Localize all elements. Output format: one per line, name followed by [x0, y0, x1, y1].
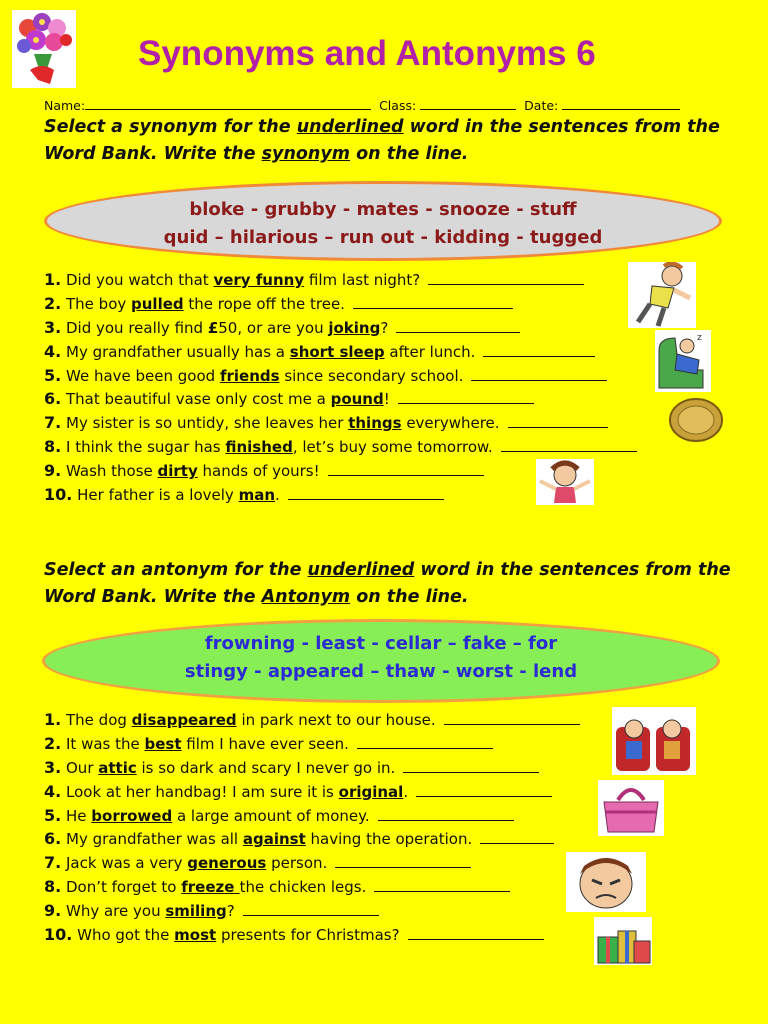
answer-line[interactable]	[501, 436, 637, 452]
word-bank-line: quid – hilarious – run out - kidding - tugged	[163, 227, 603, 248]
underlined-word: man	[238, 486, 276, 505]
answer-line[interactable]	[288, 484, 444, 500]
question-text: Did you watch that	[66, 271, 214, 289]
question-number: 9.	[44, 901, 62, 921]
answer-line[interactable]	[243, 900, 379, 916]
question-text: Don’t forget to	[66, 878, 182, 897]
question-row	[44, 340, 637, 364]
question-number: 5.	[44, 805, 62, 825]
word-bank-line: frowning - least - cellar – fake – for	[204, 633, 558, 654]
underlined-word: generous	[187, 854, 267, 873]
answer-line[interactable]	[398, 388, 534, 404]
answer-line[interactable]	[335, 852, 471, 868]
underlined-word: borrowed	[91, 806, 173, 825]
dirty-girl-icon	[536, 459, 594, 505]
underlined-word: smiling	[165, 902, 227, 921]
question-number: 10.	[44, 485, 73, 505]
question-number: 6.	[44, 829, 62, 849]
question-number: 9.	[44, 461, 62, 481]
question-text: Wash those	[66, 462, 158, 481]
question-number: 7.	[44, 413, 62, 433]
underlined-word: dirty	[157, 462, 198, 481]
question-text: a large amount of money.	[172, 806, 370, 825]
question-row	[44, 387, 637, 411]
question-text: The boy	[66, 294, 132, 313]
pound-sign: £	[207, 318, 219, 337]
question-text: My grandfather was all	[66, 830, 243, 849]
underlined-word: original	[338, 782, 404, 801]
student-info-line	[44, 94, 680, 113]
underlined-word: finished	[225, 438, 293, 457]
question-text: presents for Christmas?	[216, 926, 400, 945]
question-text: Why are you	[66, 902, 166, 921]
question-row	[44, 804, 580, 828]
question-text: everywhere.	[401, 414, 500, 433]
question-text: person.	[266, 854, 328, 873]
question-row	[44, 875, 580, 899]
question-text: My sister is so untidy, she leaves her	[66, 414, 349, 433]
underlined-word: pulled	[131, 294, 184, 313]
handbag-icon	[598, 780, 664, 836]
question-row	[44, 708, 580, 732]
question-row	[44, 316, 637, 340]
answer-line[interactable]	[444, 709, 580, 725]
answer-line[interactable]	[471, 365, 607, 381]
sleeping-grandfather-icon	[655, 330, 711, 392]
question-row	[44, 756, 580, 780]
underlined-word: joking	[328, 318, 381, 337]
presents-icon	[594, 917, 652, 965]
question-text: since secondary school.	[279, 366, 464, 385]
question-text: .	[275, 486, 280, 505]
underlined-word: best	[144, 734, 182, 753]
question-text: the rope off the tree.	[183, 294, 345, 313]
question-text: hands of yours!	[197, 462, 320, 481]
question-text: 50, or are you	[218, 318, 329, 337]
question-text: .	[403, 782, 409, 801]
question-number: 2.	[44, 733, 62, 753]
question-number: 8.	[44, 877, 62, 897]
underlined-word: attic	[98, 758, 137, 777]
question-text: ?	[380, 318, 389, 337]
svg-text:z: z	[697, 333, 702, 343]
laughing-man-icon	[628, 262, 696, 328]
question-text: after lunch.	[384, 342, 476, 361]
underlined-word: very funny	[213, 271, 305, 289]
question-row	[44, 827, 580, 851]
question-text: Who got the	[77, 926, 175, 945]
question-number: 1.	[44, 710, 62, 729]
question-number: 2.	[44, 293, 62, 313]
question-row	[44, 780, 580, 804]
question-text: Our	[66, 758, 99, 777]
underlined-word: disappeared	[131, 711, 237, 729]
question-number: 3.	[44, 757, 62, 777]
question-text: Jack was a very	[66, 854, 188, 873]
underlined-word: against	[242, 830, 306, 849]
word-bank-line: stingy - appeared – thaw - worst - lend	[184, 661, 578, 682]
answer-line[interactable]	[403, 757, 539, 773]
question-number: 10.	[44, 925, 73, 945]
question-text: Her father is a lovely	[77, 486, 239, 505]
underlined-word: things	[348, 414, 402, 433]
question-text: in park next to our house.	[236, 711, 436, 729]
page-title: Synonyms and Antonyms 6	[138, 34, 596, 73]
underlined-word: friends	[219, 366, 280, 385]
question-text: The dog	[66, 711, 132, 729]
underlined-word: pound	[330, 390, 384, 409]
question-number: 4.	[44, 341, 62, 361]
question-number: 1.	[44, 270, 62, 289]
question-text: It was the	[66, 734, 145, 753]
antonym-word-bank	[42, 619, 720, 703]
question-number: 3.	[44, 317, 62, 337]
answer-line[interactable]	[483, 341, 595, 357]
question-row	[44, 364, 637, 388]
date-field[interactable]	[562, 94, 680, 110]
question-text: having the operation.	[305, 830, 473, 849]
question-number: 8.	[44, 437, 62, 457]
question-row	[44, 732, 580, 756]
question-row	[44, 899, 580, 923]
question-number: 4.	[44, 781, 62, 801]
answer-line[interactable]	[378, 805, 514, 821]
synonym-instructions: Select a synonym for the underlined word in the sentences from the Word Bank. Write the synonym on the line.	[44, 117, 720, 164]
question-text: Did you really find	[66, 318, 208, 337]
name-field[interactable]	[85, 94, 371, 110]
name-label: Name:	[44, 98, 86, 113]
answer-line[interactable]	[428, 269, 584, 285]
question-row	[44, 435, 637, 459]
flower-bouquet-icon	[12, 10, 76, 88]
pound-coin-icon	[668, 397, 724, 443]
question-text: That beautiful vase only cost me a	[66, 390, 331, 409]
answer-line[interactable]	[357, 733, 493, 749]
question-row	[44, 292, 637, 316]
answer-line[interactable]	[508, 412, 608, 428]
answer-line[interactable]	[353, 293, 513, 309]
class-label: Class:	[379, 98, 417, 113]
question-text: film I have ever seen.	[181, 734, 349, 753]
underlined-word: short sleep	[289, 342, 385, 361]
date-label: Date:	[524, 98, 559, 113]
question-text: ?	[226, 902, 235, 921]
question-text: Look at her handbag! I am sure it is	[66, 782, 339, 801]
question-text: film last night?	[304, 271, 421, 289]
question-row	[44, 411, 637, 435]
cinema-couple-icon	[612, 707, 696, 775]
question-row	[44, 851, 580, 875]
question-text: is so dark and scary I never go in.	[136, 758, 396, 777]
question-text: I think the sugar has	[66, 438, 226, 457]
answer-line[interactable]	[480, 828, 554, 844]
underlined-word: most	[174, 926, 217, 945]
word-bank-line: bloke - grubby - mates - snooze - stuff	[189, 199, 577, 220]
antonym-instructions: Select an antonym for the underlined word in the sentences from the Word Bank. Write the Antonym on the line.	[44, 560, 731, 607]
answer-line[interactable]	[328, 460, 484, 476]
answer-line[interactable]	[416, 781, 552, 797]
question-number: 6.	[44, 389, 62, 409]
question-row	[44, 268, 637, 292]
answer-line[interactable]	[408, 924, 544, 940]
question-text: !	[383, 390, 390, 409]
answer-line[interactable]	[374, 876, 510, 892]
question-text: the chicken legs.	[239, 878, 367, 897]
antonym-question-list	[44, 708, 580, 947]
question-text: My grandfather usually has a	[66, 342, 290, 361]
synonym-word-bank	[44, 181, 722, 261]
question-number: 5.	[44, 365, 62, 385]
class-field[interactable]	[420, 94, 516, 110]
angry-boy-icon	[566, 852, 646, 912]
question-text: He	[66, 806, 92, 825]
question-text: We have been good	[66, 366, 220, 385]
question-text: , let’s buy some tomorrow.	[292, 438, 493, 457]
question-number: 7.	[44, 853, 62, 873]
answer-line[interactable]	[396, 317, 520, 333]
question-row	[44, 923, 580, 947]
underlined-word: freeze	[181, 878, 240, 897]
